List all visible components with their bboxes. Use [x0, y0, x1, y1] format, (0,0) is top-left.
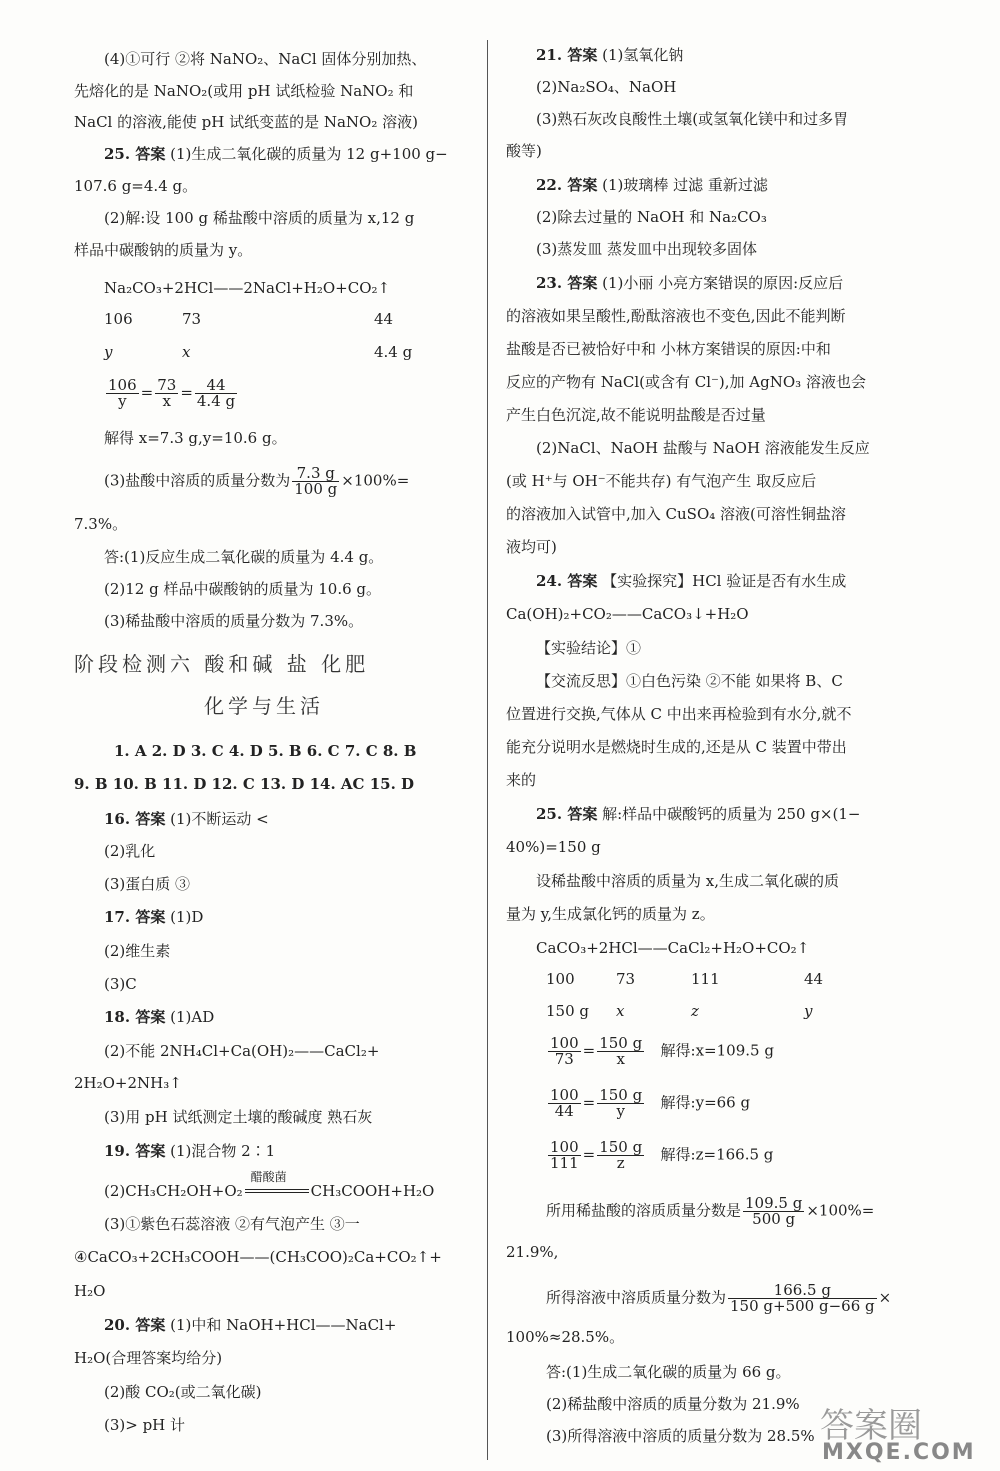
answer-16-line — [104, 808, 269, 830]
question-number: 17. 答案 — [104, 908, 166, 926]
text-span: (3)盐酸中溶质的质量分数为 — [104, 471, 291, 490]
table-cell: 100 — [546, 970, 575, 988]
text-span: 所得溶液中溶质质量分数为 — [546, 1288, 727, 1307]
chemical-equation: CaCO₃+2HCl——CaCl₂+H₂O+CO₂↑ — [536, 939, 810, 957]
multiple-choice-answers: 1. A 2. D 3. C 4. D 5. B 6. C 7. C 8. B — [114, 742, 417, 760]
arrow-line — [245, 1189, 309, 1190]
proportion: $\frac{100}{111}$ = $\frac{150 g}{z}$ 解得:z=166.5 g — [550, 1138, 774, 1172]
text-line: 盐酸是否已被恰好中和 小林方案错误的原因:中和 — [506, 340, 831, 358]
answer-23-line — [536, 272, 843, 294]
text-line: 的溶液如果呈酸性,酚酞溶液也不变色,因此不能判断 — [506, 307, 846, 325]
text-line: 反应的产物有 NaCl(或含有 Cl⁻),加 AgNO₃ 溶液也会 — [506, 373, 866, 391]
answer-17-line — [104, 906, 203, 928]
table-cell: y — [804, 1002, 813, 1020]
text-span: (1)AD — [170, 1008, 215, 1026]
denominator: 44 — [554, 1102, 574, 1120]
text-line: (或 H⁺与 OH⁻不能共存) 有气泡产生 取反应后 — [506, 472, 817, 490]
text-line: (2)NaCl、NaOH 盐酸与 NaOH 溶液能发生反应 — [536, 439, 870, 457]
text-span: (1)不断运动 < — [170, 810, 269, 828]
text-line: 的溶液加入试管中,加入 CuSO₄ 溶液(可溶性铜盐溶 — [506, 505, 846, 523]
text-span: ×100%= — [341, 471, 410, 490]
denominator: x — [162, 392, 171, 410]
text-span: (1)生成二氧化碳的质量为 12 g+100 g− — [170, 145, 448, 163]
denominator: x — [616, 1050, 625, 1068]
numerator: 106 — [108, 376, 137, 394]
table-cell: 44 — [804, 970, 824, 988]
answer-25-line — [104, 143, 448, 165]
table-cell: 73 — [616, 970, 636, 988]
fraction — [548, 1140, 581, 1171]
text-line: (2)维生素 — [104, 942, 171, 960]
text-line: 来的 — [506, 771, 537, 789]
text-line: 100%≈28.5%。 — [506, 1328, 625, 1346]
reaction-with-condition — [104, 1170, 435, 1202]
text-line: 先熔化的是 NaNO₂(或用 pH 试纸检验 NaNO₂ 和 — [74, 82, 414, 100]
denominator: 150 g+500 g−66 g — [730, 1297, 875, 1315]
table-cell: 44 — [374, 310, 394, 328]
fraction — [728, 1283, 877, 1314]
numerator: 100 — [550, 1034, 579, 1052]
mass-fraction-line — [546, 1196, 874, 1227]
text-line: 位置进行交换,气体从 C 中出来再检验到有水分,就不 — [506, 705, 852, 723]
text-span: (1)D — [170, 908, 204, 926]
chemical-equation: Ca(OH)₂+CO₂——CaCO₃↓+H₂O — [506, 605, 749, 623]
fraction — [292, 466, 339, 497]
text-line: 样品中碳酸钠的质量为 y。 — [74, 241, 253, 259]
text-line: 答:(1)反应生成二氧化碳的质量为 4.4 g。 — [104, 548, 384, 566]
section-subheading: 化学与生活 — [204, 694, 324, 718]
text-span: (1)中和 NaOH+HCl——NaCl+ — [170, 1316, 397, 1334]
table-cell: 150 g — [546, 1002, 590, 1020]
watermark-logo: 答案圈 — [820, 1406, 922, 1446]
fraction — [155, 378, 178, 409]
answer-19-line — [104, 1140, 275, 1162]
question-number: 25. 答案 — [104, 145, 166, 163]
text-line: 设稀盐酸中溶质的质量为 x,生成二氧化碳的质 — [536, 872, 839, 890]
section-heading: 阶段检测六 酸和碱 盐 化肥 — [74, 652, 370, 676]
text-line: (3)①紫色石蕊溶液 ②有气泡产生 ③一 — [104, 1215, 360, 1233]
table-cell: 73 — [182, 310, 202, 328]
text-line: 液均可) — [506, 538, 557, 556]
text-line: H₂O — [74, 1282, 106, 1300]
text-line: 量为 y,生成氯化钙的质量为 z。 — [506, 905, 715, 923]
question-number: 24. 答案 — [536, 572, 598, 590]
text-line: 40%)=150 g — [506, 838, 601, 856]
answer-24-line — [536, 570, 846, 592]
text-line: (2)解:设 100 g 稀盐酸中溶质的质量为 x,12 g — [104, 209, 415, 227]
text-line: (2)稀盐酸中溶质的质量分数为 21.9% — [546, 1395, 800, 1413]
denominator: y — [616, 1102, 625, 1120]
question-number: 23. 答案 — [536, 274, 598, 292]
text-span: (2)CH₃CH₂OH+O₂ — [104, 1182, 243, 1200]
text-span: ×100%= — [806, 1201, 875, 1220]
numerator: 44 — [195, 378, 237, 394]
text-line: 产生白色沉淀,故不能说明盐酸是否过量 — [506, 406, 766, 424]
answer-22-line — [536, 174, 768, 196]
fraction — [548, 1088, 581, 1119]
reaction-arrow — [243, 1170, 311, 1202]
text-line: (2)除去过量的 NaOH 和 Na₂CO₃ — [536, 208, 767, 226]
text-line: 2H₂O+2NH₃↑ — [74, 1074, 182, 1092]
text-span: (1)氢氧化钠 — [602, 46, 684, 64]
fraction — [597, 1036, 644, 1067]
text-span: 解得:z=166.5 g — [660, 1145, 774, 1164]
numerator: 166.5 g — [728, 1283, 877, 1299]
text-line: 【实验结论】① — [536, 639, 642, 657]
text-span: 解得:x=109.5 g — [660, 1041, 774, 1060]
table-cell: 111 — [691, 970, 720, 988]
column-divider — [487, 40, 488, 1460]
denominator: y — [118, 392, 127, 410]
mass-fraction-line — [104, 466, 409, 497]
fraction — [195, 378, 237, 409]
watermark-text: MXQE.COM — [822, 1440, 976, 1465]
fraction — [597, 1140, 644, 1171]
text-line: (4)①可行 ②将 NaNO₂、NaCl 固体分别加热、 — [104, 50, 427, 68]
text-line: 107.6 g=4.4 g。 — [74, 177, 198, 195]
question-number: 16. 答案 — [104, 810, 166, 828]
text-line: 21.9%, — [506, 1243, 559, 1261]
text-line: 解得 x=7.3 g,y=10.6 g。 — [104, 429, 287, 447]
text-line: NaCl 的溶液,能使 pH 试纸变蓝的是 NaNO₂ 溶液) — [74, 113, 418, 131]
question-number: 18. 答案 — [104, 1008, 166, 1026]
reaction-condition: 醋酸菌 — [250, 1170, 287, 1184]
text-line: (2)12 g 样品中碳酸钠的质量为 10.6 g。 — [104, 580, 382, 598]
denominator: 73 — [554, 1050, 574, 1068]
answer-25-line — [536, 803, 860, 825]
text-line: (3)稀盐酸中溶质的质量分数为 7.3%。 — [104, 612, 364, 630]
question-number: 20. 答案 — [104, 1316, 166, 1334]
text-span: 【实验探究】HCl 验证是否有水生成 — [602, 572, 847, 590]
proportion: $\frac{100}{44}$ = $\frac{150 g}{y}$ 解得:y=66 g — [550, 1086, 751, 1120]
text-span: (1)混合物 2∶1 — [170, 1142, 276, 1160]
numerator: 7.3 g — [292, 466, 339, 482]
answer-18-line — [104, 1006, 214, 1028]
fraction — [548, 1036, 581, 1067]
text-line: 【交流反思】①白色污染 ②不能 如果将 B、C — [536, 672, 843, 690]
proportion: $\frac{100}{73}$ = $\frac{150 g}{x}$ 解得:x=109.5 g — [550, 1034, 774, 1068]
text-line: 7.3%。 — [74, 515, 128, 533]
answer-21-line — [536, 44, 683, 66]
text-span: (1)小丽 小亮方案错误的原因:反应后 — [602, 274, 844, 292]
table-cell: 106 — [104, 310, 133, 328]
text-span: (1)玻璃棒 过滤 重新过滤 — [602, 176, 768, 194]
text-line: H₂O(合理答案均给分) — [74, 1349, 223, 1367]
text-line: 能充分说明水是燃烧时生成的,还是从 C 装置中带出 — [506, 738, 847, 756]
question-number: 22. 答案 — [536, 176, 598, 194]
text-span: × — [878, 1288, 892, 1307]
text-span: 解得:y=66 g — [660, 1093, 751, 1112]
text-line: (3)用 pH 试纸测定土壤的酸碱度 熟石灰 — [104, 1108, 373, 1126]
numerator: 100 — [550, 1086, 579, 1104]
text-line: (2)乳化 — [104, 842, 156, 860]
numerator: 100 — [550, 1138, 579, 1156]
answer-20-line — [104, 1314, 396, 1336]
table-cell: z — [691, 1002, 699, 1020]
text-line: (3)C — [104, 975, 137, 993]
text-line: 答:(1)生成二氧化碳的质量为 66 g。 — [546, 1363, 791, 1381]
numerator: 109.5 g — [745, 1194, 803, 1212]
table-cell: y — [104, 343, 113, 361]
denominator: z — [616, 1154, 625, 1172]
proportion: $\frac{106}{y}$ = $\frac{73}{x}$ = $\frac{44}{4.4 g}$ — [108, 376, 236, 410]
denominator: 111 — [550, 1154, 579, 1172]
text-span: CH₃COOH+H₂O — [310, 1182, 435, 1200]
fraction — [597, 1088, 644, 1119]
numerator: 150 g — [599, 1034, 643, 1052]
arrow-line — [245, 1192, 309, 1193]
denominator: 4.4 g — [196, 392, 236, 410]
question-number: 25. 答案 — [536, 805, 598, 823]
text-line: 酸等) — [506, 142, 542, 160]
mass-fraction-line — [546, 1283, 891, 1314]
text-line: (3)熟石灰改良酸性土壤(或氢氧化镁中和过多胃 — [536, 110, 849, 128]
numerator: 73 — [157, 376, 177, 394]
question-number: 21. 答案 — [536, 46, 598, 64]
text-line: (2)不能 2NH₄Cl+Ca(OH)₂——CaCl₂+ — [104, 1042, 380, 1060]
text-line: (3)蛋白质 ③ — [104, 875, 191, 893]
numerator: 150 g — [599, 1138, 643, 1156]
text-line: (3)所得溶液中溶质的质量分数为 28.5% — [546, 1427, 815, 1445]
text-line: (3)> pH 计 — [104, 1416, 186, 1434]
text-span: 解:样品中碳酸钙的质量为 250 g×(1− — [602, 805, 861, 823]
text-line: ④CaCO₃+2CH₃COOH——(CH₃COO)₂Ca+CO₂↑+ — [74, 1248, 442, 1266]
multiple-choice-answers: 9. B 10. B 11. D 12. C 13. D 14. AC 15. D — [74, 775, 415, 793]
denominator: 100 g — [294, 480, 338, 498]
question-number: 19. 答案 — [104, 1142, 166, 1160]
text-line: (2)Na₂SO₄、NaOH — [536, 78, 677, 96]
fraction — [743, 1196, 804, 1227]
text-line: (3)蒸发皿 蒸发皿中出现较多固体 — [536, 240, 758, 258]
denominator: 500 g — [752, 1210, 796, 1228]
text-span: 所用稀盐酸的溶质质量分数是 — [546, 1201, 742, 1220]
fraction — [106, 378, 139, 409]
chemical-equation: Na₂CO₃+2HCl——2NaCl+H₂O+CO₂↑ — [104, 279, 391, 297]
numerator: 150 g — [599, 1086, 643, 1104]
table-cell: x — [182, 343, 191, 361]
table-cell: 4.4 g — [374, 343, 413, 361]
text-line: (2)酸 CO₂(或二氧化碳) — [104, 1383, 262, 1401]
table-cell: x — [616, 1002, 625, 1020]
